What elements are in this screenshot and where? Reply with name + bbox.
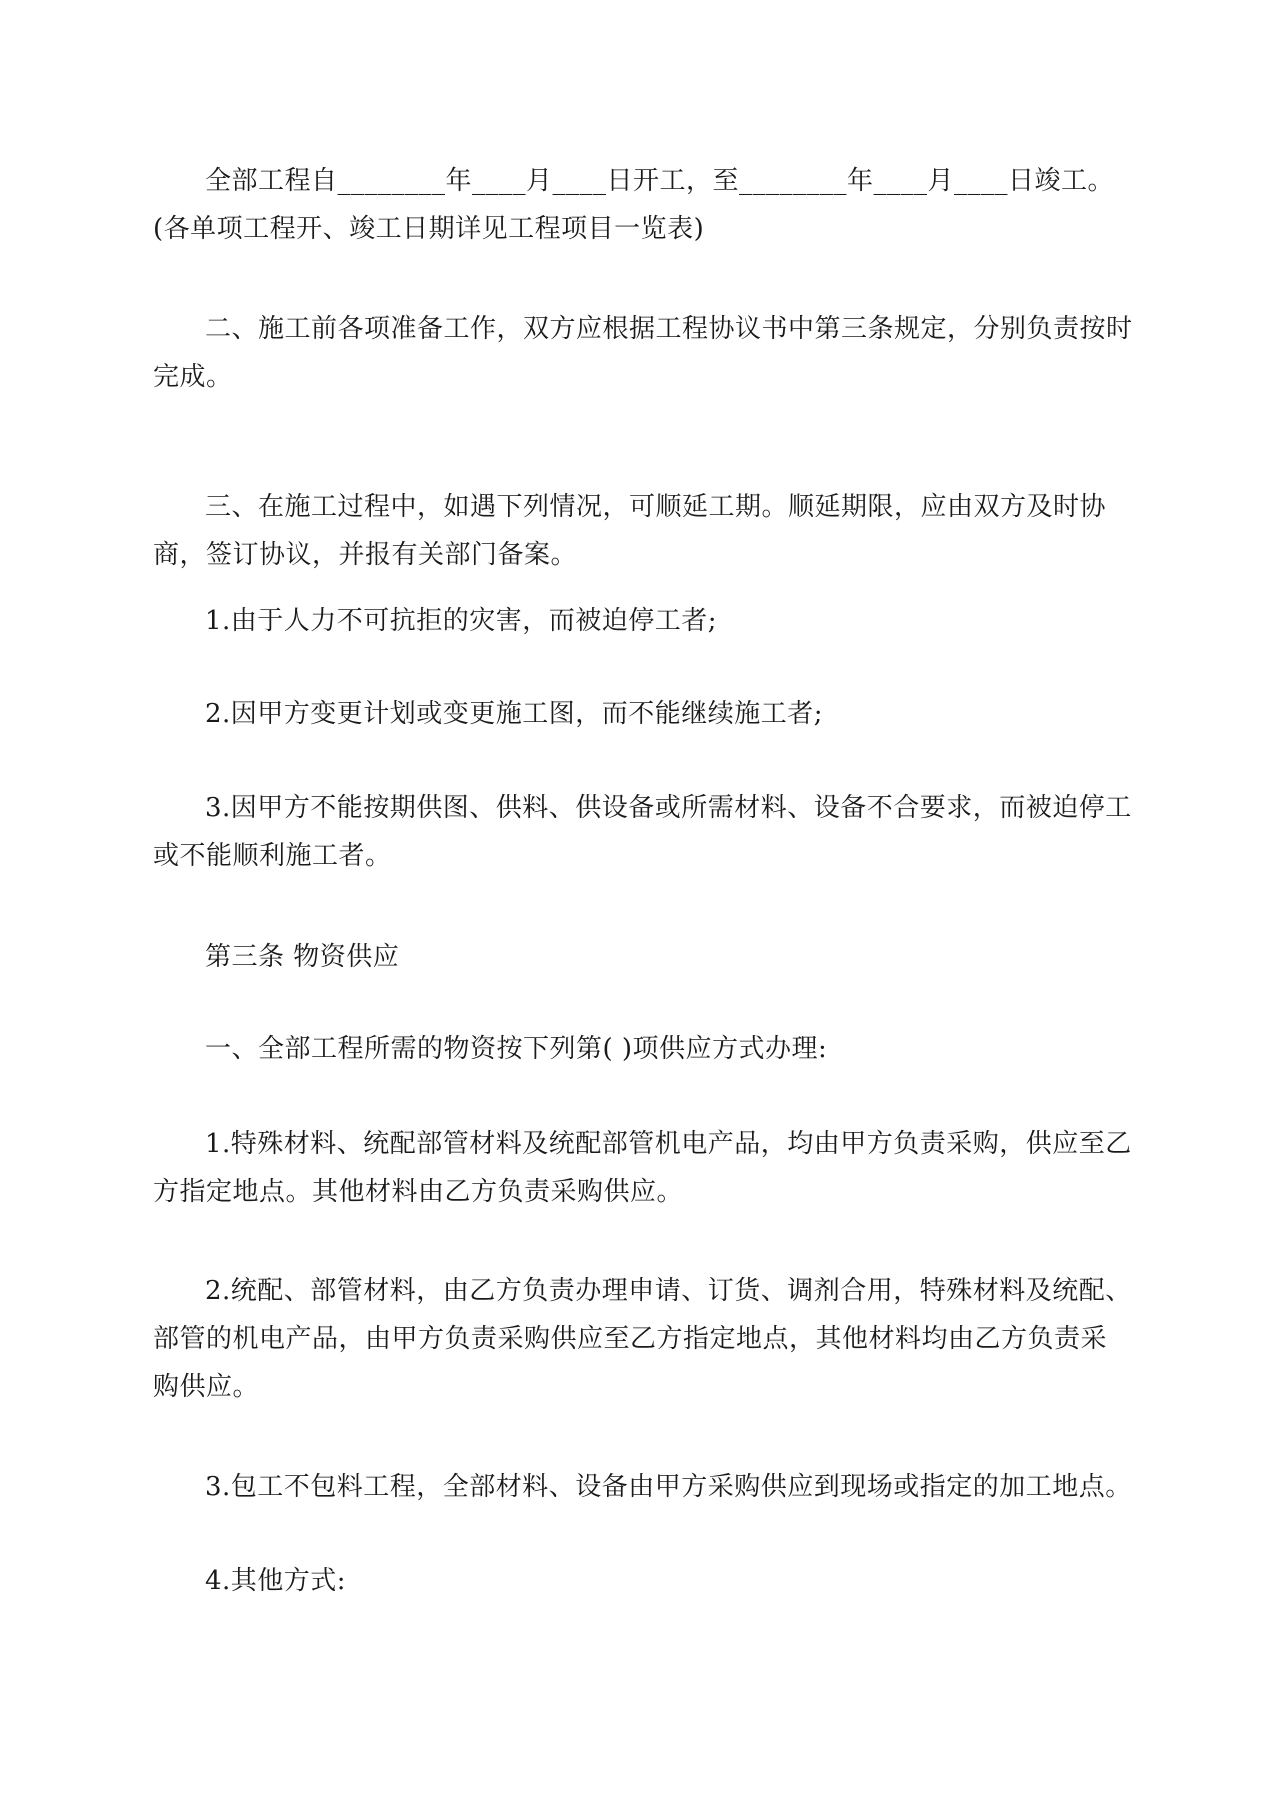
paragraph-construction-period: 全部工程自________年____月____日开工，至________年____月____日竣工。(各单项工程开、竣工日期详见工程项目一览表) <box>153 166 1115 244</box>
list-item-extension-1: 1.由于人力不可抗拒的灾害，而被迫停工者; <box>205 606 718 636</box>
list-item-supply-2: 2.统配、部管材料，由乙方负责办理申请、订货、调剂合用，特殊材料及统配、部管的机电产品，由甲方负责采购供应至乙方指定地点，其他材料均由乙方负责采购供应。 <box>153 1276 1132 1402</box>
list-item-supply-1: 1.特殊材料、统配部管材料及统配部管机电产品，均由甲方负责采购，供应至乙方指定地点。其他材料由乙方负责采购供应。 <box>153 1129 1132 1207</box>
paragraph-supply-method-intro: 一、全部工程所需的物资按下列第( )项供应方式办理: <box>205 1034 828 1064</box>
list-item-extension-3: 3.因甲方不能按期供图、供料、供设备或所需材料、设备不合要求，而被迫停工或不能顺利施工者。 <box>153 793 1132 871</box>
list-item-supply-4: 4.其他方式: <box>205 1566 347 1596</box>
paragraph-schedule-extension: 三、在施工过程中，如遇下列情况，可顺延工期。顺延期限，应由双方及时协商，签订协议，并报有关部门备案。 <box>153 492 1107 570</box>
list-item-extension-2: 2.因甲方变更计划或变更施工图，而不能继续施工者; <box>205 699 824 729</box>
section-heading-article-3: 第三条 物资供应 <box>205 942 400 972</box>
list-item-supply-3: 3.包工不包料工程，全部材料、设备由甲方采购供应到现场或指定的加工地点。 <box>205 1472 1132 1502</box>
paragraph-preparation-work: 二、施工前各项准备工作，双方应根据工程协议书中第三条规定，分别负责按时完成。 <box>153 314 1133 392</box>
